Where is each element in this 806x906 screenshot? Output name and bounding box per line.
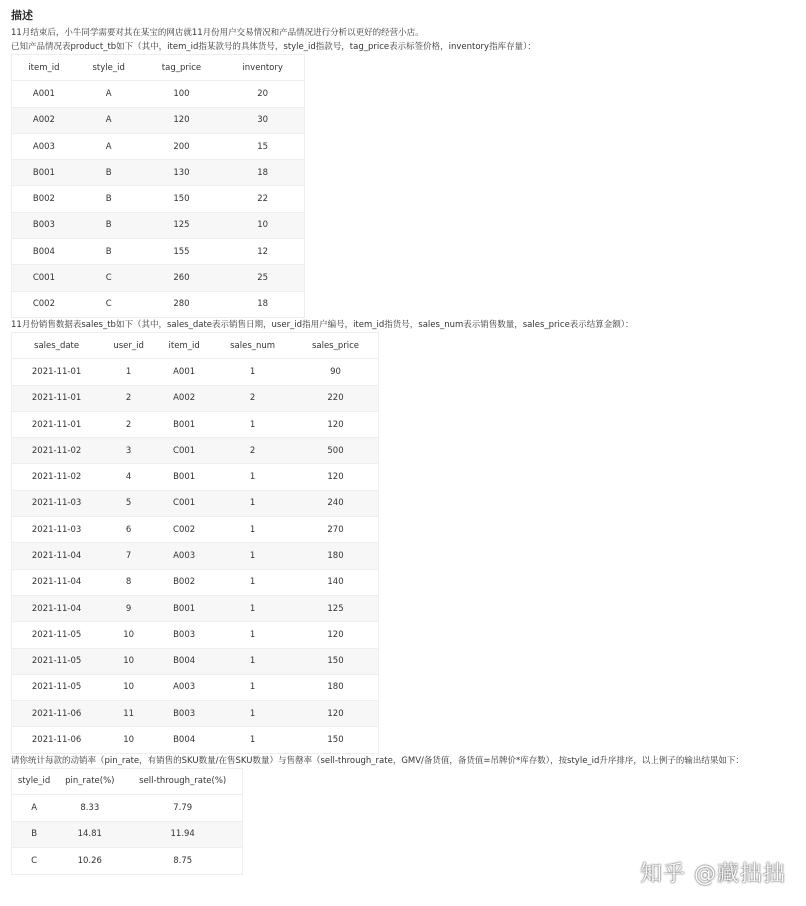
sales-table-cell: 1 (212, 648, 293, 674)
sales-table-cell: C001 (156, 490, 212, 516)
sales-table-header-cell: sales_num (212, 332, 293, 358)
sales-table-row (12, 648, 379, 674)
product-table-cell: B (76, 186, 142, 212)
sales-table-cell: 140 (293, 569, 379, 595)
sales-table-row (12, 622, 379, 648)
sales-table-cell: 2 (212, 438, 293, 464)
sales-table-cell: 90 (293, 359, 379, 385)
sales-table-cell: C002 (156, 517, 212, 543)
product-table-cell: 25 (221, 265, 304, 291)
sales-table-header-cell: sales_date (12, 332, 102, 358)
product-table-header-cell: tag_price (142, 55, 222, 81)
sales-table-cell: 1 (212, 464, 293, 490)
sales-table-cell: 1 (212, 595, 293, 621)
sales-table-row (12, 569, 379, 595)
sales-table-cell: 1 (212, 517, 293, 543)
product-table-cell: 260 (142, 265, 222, 291)
sales-table-header-cell: sales_price (293, 332, 379, 358)
sales-table-row (12, 359, 379, 385)
sales-table-cell: 2021-11-05 (12, 648, 102, 674)
product-table-cell: B001 (12, 160, 76, 186)
sales-table-row (12, 464, 379, 490)
product-table-row (12, 160, 305, 186)
sales-table-cell: 180 (293, 674, 379, 700)
sales-table (11, 332, 379, 754)
result-table-row (12, 795, 243, 822)
product-table-cell: B (76, 160, 142, 186)
product-table-cell: A (76, 81, 142, 107)
sales-table-cell: 120 (293, 622, 379, 648)
sales-table-row (12, 701, 379, 727)
sales-table-cell: 150 (293, 727, 379, 753)
sales-table-cell: 2 (101, 385, 156, 411)
sales-table-cell: 11 (101, 701, 156, 727)
product-table-cell: C (76, 291, 142, 317)
sales-table-cell: 10 (101, 674, 156, 700)
product-table-cell: B004 (12, 239, 76, 265)
sales-table-row (12, 385, 379, 411)
sales-table-row (12, 490, 379, 516)
product-table-cell: 150 (142, 186, 222, 212)
result-table-body (12, 795, 243, 875)
product-table-cell: A (76, 107, 142, 133)
product-table-row (12, 291, 305, 317)
product-table-cell: 280 (142, 291, 222, 317)
sales-table-cell: 10 (101, 622, 156, 648)
sales-table-cell: B003 (156, 622, 212, 648)
sales-table-cell: 2021-11-01 (12, 411, 102, 437)
result-table-header-cell: sell-through_rate(%) (123, 768, 242, 795)
task-description: 请你统计每款的动销率（pin_rate，有销售的SKU数量/在售SKU数量）与售罄率（sell-through_rate，GMV/备货值，备货值=吊牌价*库存数），按style_id升序排序，以上例子的输出结果如下： (11, 755, 744, 766)
product-table-cell: 20 (221, 81, 304, 107)
sales-table-row (12, 674, 379, 700)
product-table-row (12, 107, 305, 133)
sales-table-cell: 1 (212, 569, 293, 595)
product-table-row (12, 81, 305, 107)
result-table-header-cell: pin_rate(%) (56, 768, 123, 795)
result-table-cell: 11.94 (123, 821, 242, 848)
sales-table-cell: B001 (156, 411, 212, 437)
sales-table-cell: 1 (212, 727, 293, 753)
sales-table-cell: 9 (101, 595, 156, 621)
product-table-cell: 155 (142, 239, 222, 265)
sales-table-row (12, 727, 379, 753)
product-table-cell: 130 (142, 160, 222, 186)
sales-table-cell: 1 (212, 359, 293, 385)
product-table-cell: 125 (142, 212, 222, 238)
result-table-cell: A (12, 795, 57, 822)
result-table-cell: 10.26 (56, 848, 123, 875)
sales-table-cell: 10 (101, 727, 156, 753)
product-table-header-cell: style_id (76, 55, 142, 81)
product-table-row (12, 265, 305, 291)
zhihu-watermark: 知乎 @藏拙拙 (640, 862, 786, 887)
sales-table-cell: 2021-11-03 (12, 490, 102, 516)
sales-table-row (12, 595, 379, 621)
product-table-cell: C002 (12, 291, 76, 317)
product-table-cell: 200 (142, 133, 222, 159)
sales-table-cell: 2021-11-05 (12, 622, 102, 648)
result-table-cell: 7.79 (123, 795, 242, 822)
product-table-row (12, 133, 305, 159)
product-table-cell: B (76, 212, 142, 238)
sales-table-cell: 2021-11-04 (12, 569, 102, 595)
product-table-cell: B (76, 239, 142, 265)
product-table-cell: 120 (142, 107, 222, 133)
sales-table-cell: 2021-11-04 (12, 595, 102, 621)
sales-table-row (12, 411, 379, 437)
sales-table-cell: 120 (293, 411, 379, 437)
product-table-cell: 15 (221, 133, 304, 159)
product-table-cell: 18 (221, 291, 304, 317)
sales-table-cell: 2021-11-06 (12, 727, 102, 753)
sales-table-cell: 120 (293, 464, 379, 490)
product-table-cell: C001 (12, 265, 76, 291)
product-table-header (12, 55, 305, 81)
sales-table-cell: B003 (156, 701, 212, 727)
sales-table-cell: B004 (156, 727, 212, 753)
section-title: 描述 (11, 9, 33, 22)
sales-table-header-cell: item_id (156, 332, 212, 358)
sales-table-header (12, 332, 379, 358)
sales-table-cell: 2 (101, 411, 156, 437)
sales-table-cell: A003 (156, 543, 212, 569)
result-table-cell: 14.81 (56, 821, 123, 848)
product-table-cell: 18 (221, 160, 304, 186)
product-table-header-cell: item_id (12, 55, 76, 81)
product-table-cell: B002 (12, 186, 76, 212)
product-table-cell: 22 (221, 186, 304, 212)
sales-table-cell: 1 (212, 543, 293, 569)
sales-table-cell: A003 (156, 674, 212, 700)
sales-table-cell: 2021-11-06 (12, 701, 102, 727)
sales-table-cell: 1 (212, 411, 293, 437)
sales-table-cell: 150 (293, 648, 379, 674)
product-table (11, 54, 305, 318)
sales-table-cell: 5 (101, 490, 156, 516)
product-table-row (12, 186, 305, 212)
sales-table-header-cell: user_id (101, 332, 156, 358)
sales-table-cell: 2021-11-04 (12, 543, 102, 569)
sales-table-cell: 10 (101, 648, 156, 674)
sales-table-cell: 8 (101, 569, 156, 595)
product-table-cell: A001 (12, 81, 76, 107)
sales-table-cell: 2021-11-05 (12, 674, 102, 700)
sales-table-cell: 1 (212, 622, 293, 648)
sales-table-cell: 2 (212, 385, 293, 411)
result-table-cell: 8.33 (56, 795, 123, 822)
sales-table-cell: 2021-11-01 (12, 359, 102, 385)
sales-table-cell: 4 (101, 464, 156, 490)
product-table-cell: C (76, 265, 142, 291)
sales-table-cell: 1 (101, 359, 156, 385)
sales-table-cell: 6 (101, 517, 156, 543)
sales-table-cell: 3 (101, 438, 156, 464)
product-table-description: 已知产品情况表product_tb如下（其中，item_id指某款号的具体货号，style_id指款号，tag_price表示标签价格，inventory指库存量）： (11, 42, 536, 52)
product-table-cell: 30 (221, 107, 304, 133)
product-table-cell: A003 (12, 133, 76, 159)
result-table-cell: 8.75 (123, 848, 242, 875)
product-table-cell: A002 (12, 107, 76, 133)
sales-table-cell: 2021-11-02 (12, 464, 102, 490)
product-table-body (12, 81, 305, 318)
sales-table-cell: 2021-11-03 (12, 517, 102, 543)
result-table (11, 768, 243, 875)
intro-text: 11月结束后，小牛同学需要对其在某宝的网店就11月份用户交易情况和产品情况进行分析以更好的经营小店。 (11, 28, 424, 38)
sales-table-cell: 270 (293, 517, 379, 543)
sales-table-cell: A001 (156, 359, 212, 385)
result-table-row (12, 821, 243, 848)
sales-table-cell: B002 (156, 569, 212, 595)
product-table-cell: 12 (221, 239, 304, 265)
result-table-header-cell: style_id (12, 768, 57, 795)
sales-table-cell: 240 (293, 490, 379, 516)
sales-table-row (12, 543, 379, 569)
sales-table-cell: 120 (293, 701, 379, 727)
product-table-cell: A (76, 133, 142, 159)
sales-table-cell: B001 (156, 464, 212, 490)
result-table-row (12, 848, 243, 875)
sales-table-body (12, 359, 379, 753)
sales-table-cell: 220 (293, 385, 379, 411)
sales-table-cell: 125 (293, 595, 379, 621)
result-table-cell: B (12, 821, 57, 848)
sales-table-row (12, 517, 379, 543)
sales-table-cell: 7 (101, 543, 156, 569)
sales-table-cell: B004 (156, 648, 212, 674)
sales-table-cell: B001 (156, 595, 212, 621)
result-table-cell: C (12, 848, 57, 875)
sales-table-cell: 2021-11-02 (12, 438, 102, 464)
sales-table-cell: 180 (293, 543, 379, 569)
sales-table-description: 11月份销售数据表sales_tb如下（其中，sales_date表示销售日期，user_id指用户编号，item_id指货号，sales_num表示销售数量，sales_price表示结算金额）： (11, 319, 634, 330)
sales-table-cell: 500 (293, 438, 379, 464)
sales-table-cell: A002 (156, 385, 212, 411)
product-table-cell: 10 (221, 212, 304, 238)
sales-table-row (12, 438, 379, 464)
product-table-row (12, 212, 305, 238)
sales-table-cell: 1 (212, 701, 293, 727)
sales-table-cell: 1 (212, 674, 293, 700)
sales-table-cell: 2021-11-01 (12, 385, 102, 411)
sales-table-cell: 1 (212, 490, 293, 516)
product-table-cell: 100 (142, 81, 222, 107)
product-table-cell: B003 (12, 212, 76, 238)
sales-table-cell: C001 (156, 438, 212, 464)
product-table-header-cell: inventory (221, 55, 304, 81)
product-table-row (12, 239, 305, 265)
result-table-header (12, 768, 243, 795)
